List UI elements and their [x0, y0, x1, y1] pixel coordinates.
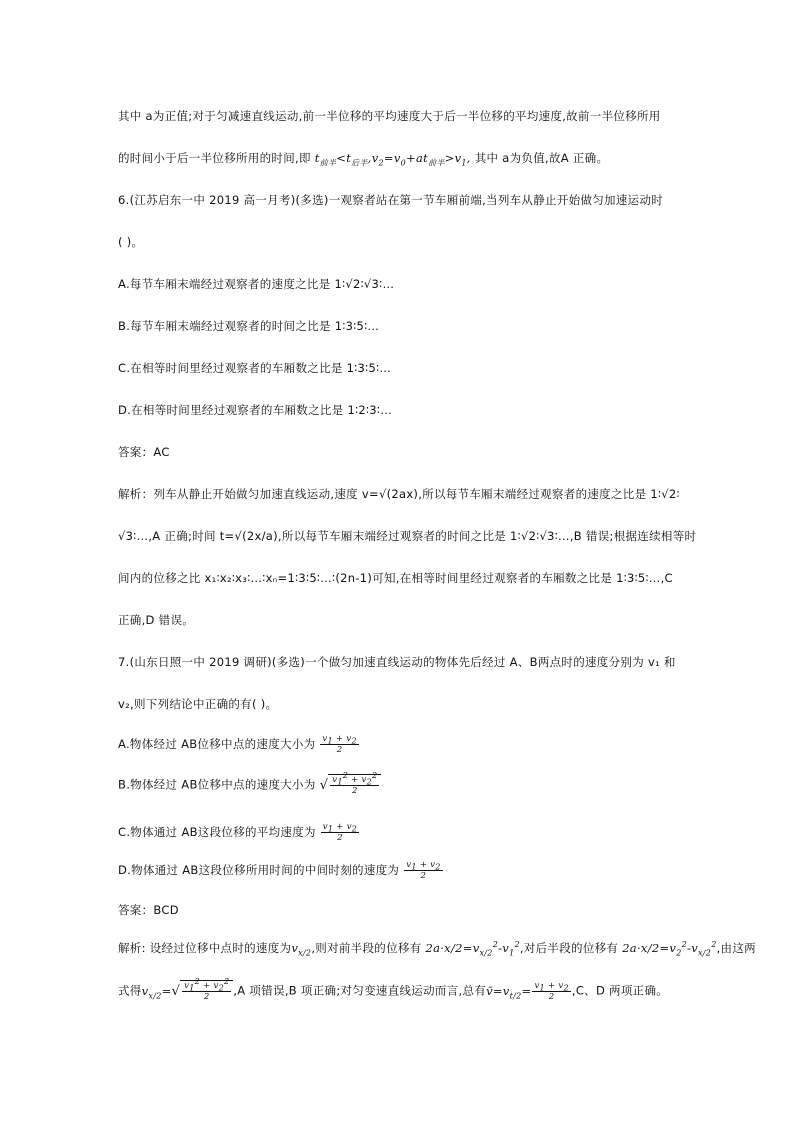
- option-d: D.在相等时间里经过观察者的车厢数之比是 1∶2∶3∶…: [118, 403, 392, 417]
- fraction: $\frac{v_1 + v_2}{2}$: [534, 980, 569, 1002]
- inline-formula: $v_{x/2}$: [291, 941, 312, 958]
- inline-formula: $v̄=v_{t/2}=$: [486, 983, 532, 1000]
- option-b: B.每节车厢末端经过观察者的时间之比是 1∶3∶5∶…: [118, 319, 380, 333]
- option-c: C.在相等时间里经过观察者的车厢数之比是 1∶3∶5∶…: [118, 361, 392, 375]
- fraction: $\frac{v_1 + v_2}{2}$: [406, 860, 441, 881]
- answer-label: 答案：BCD: [118, 903, 179, 917]
- explanation-line: 解析：列车从静止开始做匀加速直线运动,速度 v=√(2ax),所以每节车厢末端经过观察者的速度之比是 1∶√2∶: [118, 487, 680, 501]
- explanation-line: 间内的位移之比 x₁∶x₂∶x₃∶…∶xₙ=1∶3∶5∶…∶(2n-1)可知,在相等时间里经过观察者的车厢数之比是 1∶3∶5∶…,C: [118, 571, 673, 585]
- answer-label: 答案：AC: [118, 445, 170, 459]
- option-c: C.物体通过 AB这段位移的平均速度为 $\frac{v_1 + v_2}{2}$: [118, 822, 358, 843]
- sqrt-formula: √ $\frac{v_1^2 + v_2^2}{2}$: [172, 980, 234, 1002]
- explanation-line: 正确,D 错误。: [118, 613, 195, 627]
- question-6-blank: ( )。: [118, 235, 144, 249]
- explanation-line: 式得$v_{x/2}=√$ $\frac{v_1^2 + v_2^2}{2}$ ,A 项错误,B 项正确;对匀变速直线运动而言,总有$v̄=v_{t/2}=$ $\frac{v_1 + v_2}{2}$ ,C、D 两项正确。: [118, 977, 669, 1002]
- inline-formula: $t_{前半}<t_{后半},v_2=v_0+at_{前半}>v_1$,: [314, 151, 471, 168]
- option-a: A.物体经过 AB位移中点的速度大小为 $\frac{v_1 + v_2}{2}$: [118, 734, 357, 755]
- fraction: $\frac{v_1 + v_2}{2}$: [322, 734, 357, 755]
- option-b: B.物体经过 AB位移中点的速度大小为 √ $\frac{v_1^2 + v_2^2}{2}$: [118, 774, 698, 796]
- inline-formula: $v_{x/2}=$: [141, 983, 172, 1000]
- sqrt-formula: √ $\frac{v_1^2 + v_2^2}{2}$: [320, 774, 382, 796]
- option-d: D.物体通过 AB这段位移所用时间的中间时刻的速度为 $\frac{v_1 + v_2}{2}$: [118, 860, 441, 881]
- question-7-stem-cont: v₂,则下列结论中正确的有( )。: [118, 697, 278, 711]
- explanation-line: √3∶…,A 正确;时间 t=√(2x/a),所以每节车厢末端经过观察者的时间之比是 1∶√2∶√3∶…,B 错误;根据连续相等时: [118, 529, 697, 543]
- option-a: A.每节车厢末端经过观察者的速度之比是 1∶√2∶√3∶…: [118, 277, 395, 291]
- inline-formula: $2a\cdot x/2=v_2^2-v_{x/2}^2$: [622, 940, 717, 958]
- inline-formula: $2a\cdot x/2=v_{x/2}^2-v_1^2$: [425, 940, 520, 958]
- paragraph-line: 的时间小于后一半位移所用的时间,即 $t_{前半}<t_{后半},v_2=v_0+at_{前半}>v_1$, 其中 a为负值,故A 正确。: [118, 151, 609, 168]
- paragraph-line: 其中 a为正值;对于匀减速直线运动,前一半位移的平均速度大于后一半位移的平均速度,故前一半位移所用: [118, 109, 661, 123]
- question-6-stem: 6.(江苏启东一中 2019 高一月考)(多选)一观察者站在第一节车厢前端,当列车从静止开始做匀加速运动时: [118, 193, 664, 207]
- explanation-line: 解析: 设经过位移中点时的速度为$v_{x/2}$,则对前半段的位移有 $2a\cdot x/2=v_{x/2}^2-v_1^2$,对后半段的位移有 $2a\cdot x/2=v_2^2-v_{x/2}^2$,由这两: [118, 940, 756, 958]
- fraction: $\frac{v_1 + v_2}{2}$: [322, 822, 358, 843]
- question-7-stem: 7.(山东日照一中 2019 调研)(多选)一个做匀加速直线运动的物体先后经过 A、B两点时的速度分别为 v₁ 和: [118, 655, 676, 669]
